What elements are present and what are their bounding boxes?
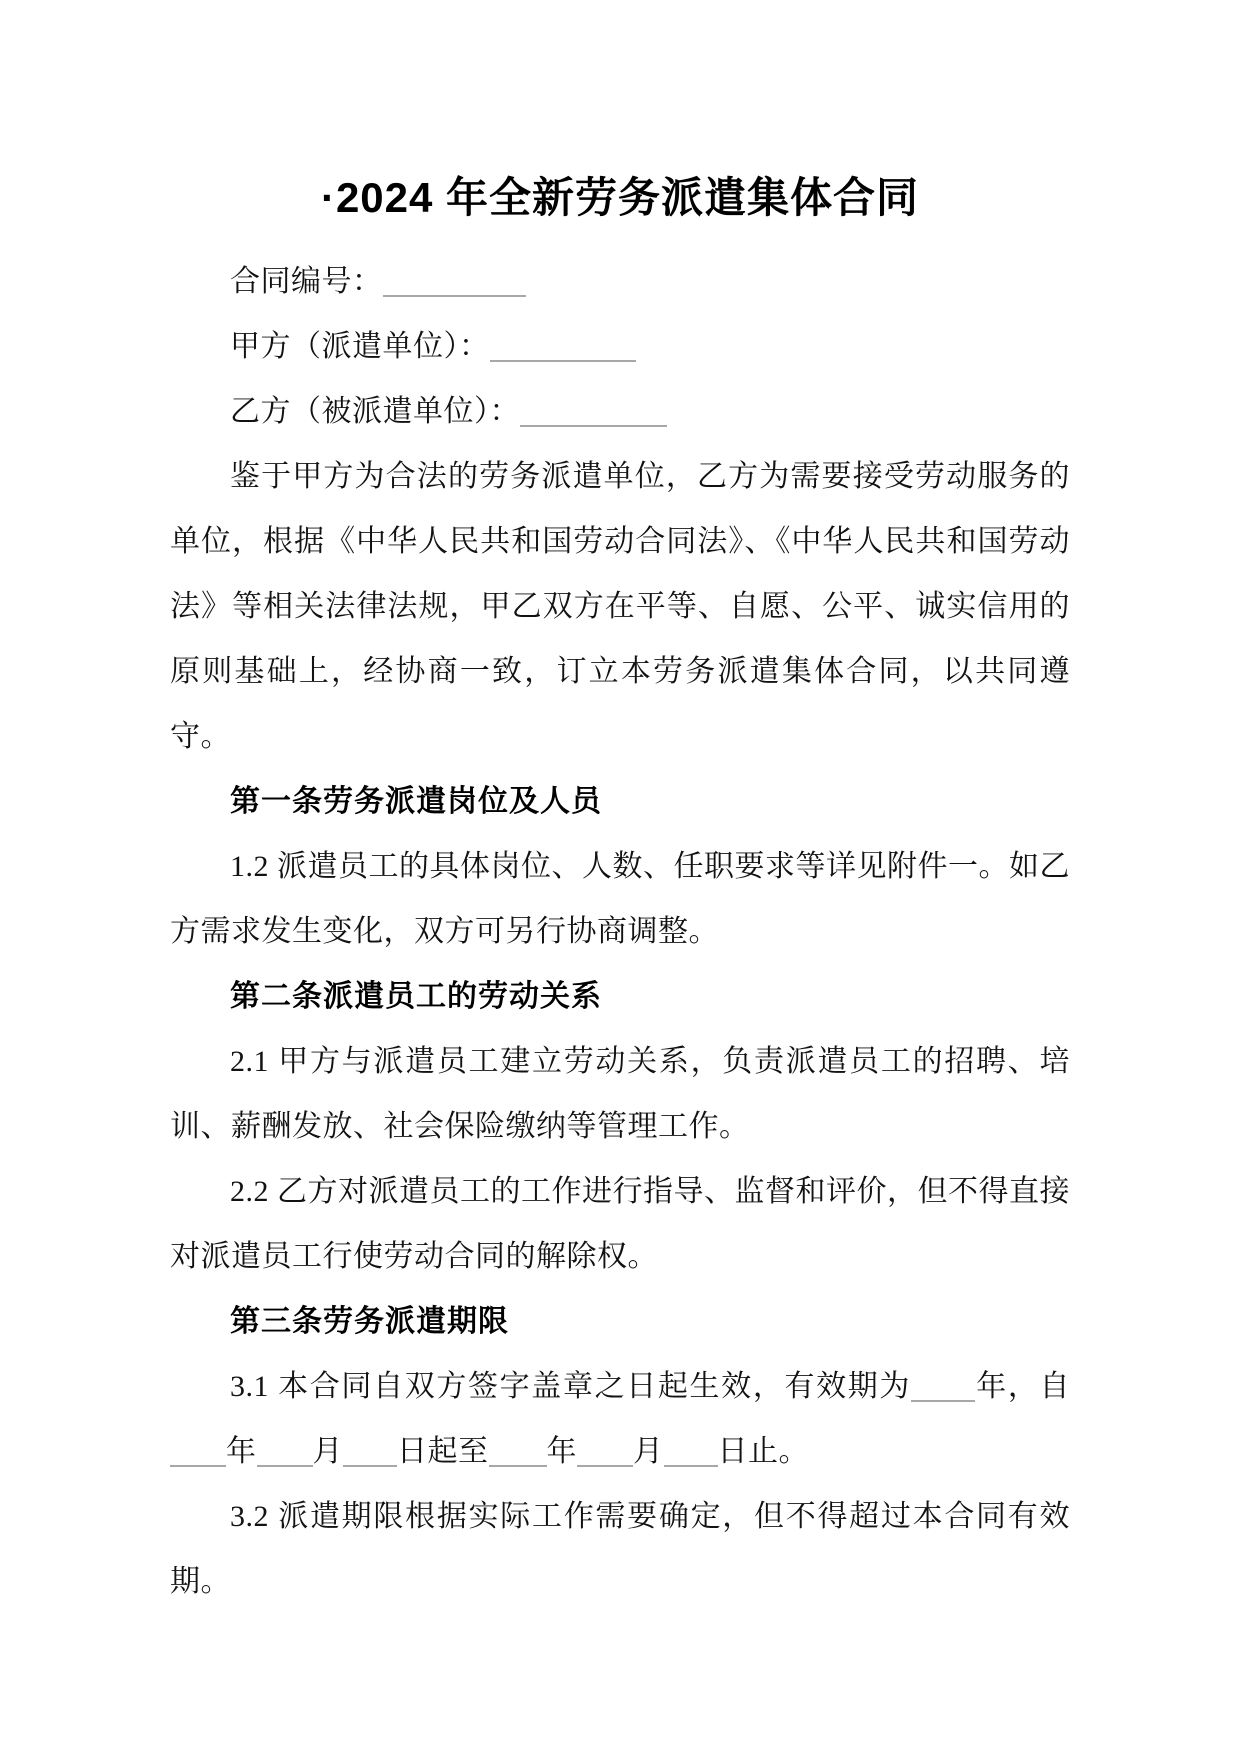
contract-number-line (170, 249, 1070, 314)
article-2-heading (170, 964, 1070, 1029)
document-body (170, 249, 1070, 1614)
article-1-heading (170, 769, 1070, 834)
blank-underline (911, 1390, 975, 1402)
text-run: 3.1 本合同自双方签字盖章之日起生效，有效期为 (230, 1370, 912, 1403)
blank-underline (170, 1455, 226, 1467)
blank-underline (489, 1455, 547, 1467)
blank-underline (490, 350, 636, 362)
blank-underline (577, 1455, 633, 1467)
text-run: 3.2 派遣期限根据实际工作需要确定，但不得超过本合同有效期。 (170, 1500, 1070, 1598)
party-a-line (170, 314, 1070, 379)
article-3-heading (170, 1289, 1070, 1354)
preamble-paragraph (170, 444, 1070, 769)
blank-underline (520, 415, 667, 427)
clause-2-2-paragraph (170, 1159, 1070, 1289)
text-run: 1.2 派遣员工的具体岗位、人数、任职要求等详见附件一。如乙方需求发生变化，双方可另行协商调整。 (170, 850, 1070, 948)
clause-1-2-paragraph (170, 834, 1070, 964)
blank-underline (664, 1455, 718, 1467)
clause-2-1-paragraph (170, 1029, 1070, 1159)
blank-underline (257, 1455, 313, 1467)
text-run: 年 (226, 1435, 257, 1468)
text-run: 日起至 (397, 1435, 489, 1468)
blank-underline (343, 1455, 397, 1467)
text-run: 2.2 乙方对派遣员工的工作进行指导、监督和评价，但不得直接对派遣员工行使劳动合同的解除权。 (170, 1175, 1070, 1273)
text-run: 2.1 甲方与派遣员工建立劳动关系，负责派遣员工的招聘、培训、薪酬发放、社会保险缴纳等管理工作。 (170, 1045, 1070, 1143)
document-title: ·2024 年全新劳务派遣集体合同 (320, 174, 920, 221)
text-run: 鉴于甲方为合法的劳务派遣单位，乙方为需要接受劳动服务的单位，根据《中华人民共和国劳动合同法》、《中华人民共和国劳动法》等相关法律法规，甲乙双方在平等、自愿、公平、诚实信用的原则基础上，经协商一致，订立本劳务派遣集体合同，以共同遵守。 (170, 460, 1070, 753)
text-run: 乙方（被派遣单位）： (230, 395, 520, 428)
party-b-line (170, 379, 1070, 444)
text-run: 年 (546, 1435, 577, 1468)
text-run: 年，自 (975, 1370, 1071, 1403)
clause-3-2-paragraph (170, 1484, 1070, 1614)
text-run: 第一条劳务派遣岗位及人员 (230, 785, 602, 818)
blank-underline (383, 285, 526, 297)
text-run: 日止。 (717, 1435, 809, 1468)
text-run: 第二条派遣员工的劳动关系 (230, 980, 602, 1013)
text-run: 第三条劳务派遣期限 (230, 1305, 509, 1338)
text-run: 合同编号： (230, 265, 383, 298)
text-run: 甲方（派遣单位）： (230, 330, 490, 363)
clause-3-1-paragraph (170, 1354, 1070, 1484)
text-run: 月 (633, 1435, 664, 1468)
text-run: 月 (312, 1435, 343, 1468)
